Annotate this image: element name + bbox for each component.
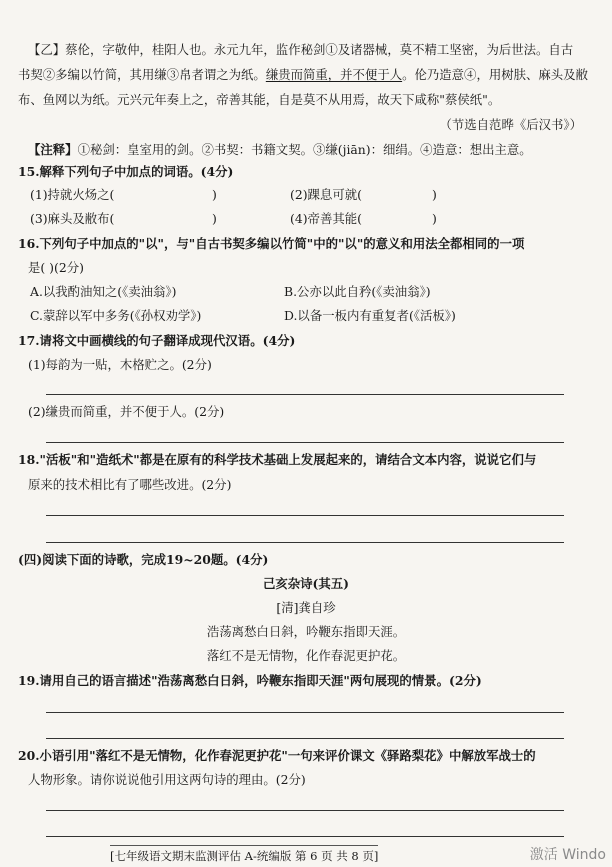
q15-close-4: ) <box>432 211 437 226</box>
answer-line <box>46 542 564 543</box>
answer-line <box>46 515 564 516</box>
answer-line <box>46 810 564 811</box>
q15-item-3: (3)麻头及敝布( <box>30 211 115 226</box>
answer-line <box>46 394 564 395</box>
passage-line-3: 布、鱼网以为纸。元兴元年奏上之，帝善其能，自是莫不从用焉，故天下咸称"蔡侯纸"。 <box>18 92 501 107</box>
q15-close-1: ) <box>212 187 217 202</box>
q17-stem: 17.请将文中画横线的句子翻译成现代汉语。(4分) <box>18 333 296 348</box>
q15-stem: 15.解释下列句子中加点的词语。(4分) <box>18 164 234 179</box>
q18-stem-2: 原来的技术相比有了哪些改进。(2分) <box>28 477 232 492</box>
passage-line-2a: 书契②多编以竹简，其用缣③帛者谓之为纸。 <box>18 67 266 82</box>
poem-line-1: 浩荡离愁白日斜，吟鞭东指即天涯。 <box>206 624 406 639</box>
passage-line-2 <box>18 67 588 83</box>
windows-activation-watermark: 激活 Windo <box>529 847 606 863</box>
passage-source: （节选自范晔《后汉书》） <box>439 117 582 132</box>
q16-option-d: D.以备一板内有重复者(《活板》) <box>284 308 456 323</box>
q17-sub-2: (2)缣贵而简重，并不便于人。(2分) <box>28 404 225 419</box>
q16-stem-2: 是( )(2分) <box>28 260 84 275</box>
notes-label: 【注释】 <box>28 142 78 157</box>
notes <box>28 142 532 158</box>
q18-stem: 18."活板"和"造纸术"都是在原有的科学技术基础上发展起来的，请结合文本内容，说说它们与 <box>18 452 537 467</box>
answer-line <box>46 442 564 443</box>
answer-line <box>46 836 564 837</box>
q15-close-3: ) <box>212 211 217 226</box>
q16-option-b: B.公亦以此自矜(《卖油翁》) <box>284 284 431 299</box>
poem-line-2: 落红不是无情物，化作春泥更护花。 <box>206 648 406 663</box>
q16-option-c: C.蒙辞以军中多务(《孙权劝学》) <box>30 308 202 323</box>
answer-line <box>46 738 564 739</box>
passage-line-2b: 。伦乃造意④，用树肤、麻头及敝 <box>402 67 588 82</box>
q16-option-a: A.以我酌油知之(《卖油翁》) <box>30 284 177 299</box>
q15-item-1: (1)持就火炀之( <box>30 187 115 202</box>
notes-text: ①秘剑：皇室用的剑。②书契：书籍文契。③缣(jiān)：细绢。④造意：想出主意。 <box>77 142 532 157</box>
section-4-heading: (四)阅读下面的诗歌，完成19~20题。(4分) <box>18 552 269 567</box>
q16-stem: 16.下列句子中加点的"以"，与"自古书契多编以竹简"中的"以"的意义和用法全都相同的一项 <box>18 236 525 251</box>
poem-author: [清]龚自珍 <box>276 600 336 615</box>
q15-close-2: ) <box>432 187 437 202</box>
answer-line <box>46 712 564 713</box>
poem-title: 己亥杂诗(其五) <box>262 576 350 591</box>
q15-item-4: (4)帝善其能( <box>290 211 362 226</box>
page-footer: [七年级语文期末监测评估 A-统编版 第 6 页 共 8 页] <box>110 845 378 864</box>
passage-line-1: 【乙】蔡伦，字敬仲，桂阳人也。永元九年，监作秘剑①及诸器械，莫不精工坚密，为后世法。自古 <box>28 42 574 57</box>
underlined-sentence: 缣贵而简重，并不便于人 <box>265 67 403 82</box>
q20-stem: 20.小语引用"落红不是无情物，化作春泥更护花"一句来评价课文《驿路梨花》中解放军战士的 <box>18 748 536 763</box>
q20-stem-2: 人物形象。请你说说他引用这两句诗的理由。(2分) <box>28 772 306 787</box>
q19-stem: 19.请用自己的语言描述"浩荡离愁白日斜，吟鞭东指即天涯"两句展现的情景。(2分) <box>18 673 482 688</box>
q15-item-2: (2)踝息可就( <box>290 187 362 202</box>
q17-sub-1: (1)每韵为一贴，木格贮之。(2分) <box>28 357 212 372</box>
